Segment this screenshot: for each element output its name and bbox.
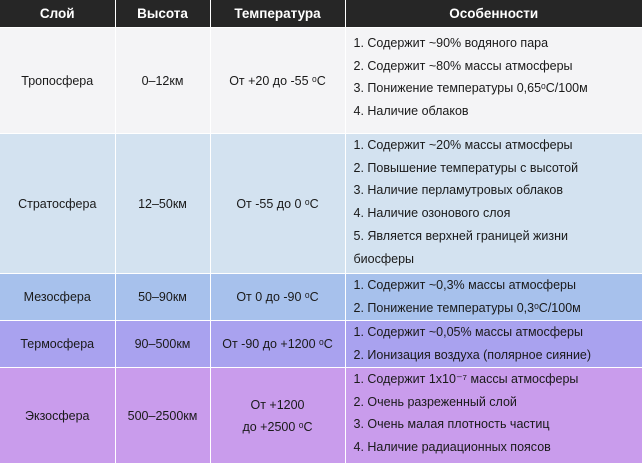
feature-item: 4. Наличие озонового слоя: [354, 202, 642, 225]
feature-item: 5. Является верхней границей жизни: [354, 225, 642, 248]
layer-features: [345, 274, 642, 321]
layer-temperature: [210, 368, 345, 463]
layer-name: Экзосфера: [0, 368, 115, 463]
feature-item: 1. Содержит ~0,3% массы атмосферы: [354, 274, 642, 297]
features-list: [354, 368, 642, 459]
layer-features: [345, 28, 642, 134]
layer-features: [345, 321, 642, 368]
feature-item: 1. Содержит 1х10⁻⁷ массы атмосферы: [354, 368, 642, 391]
header-temperature: Температура: [210, 0, 345, 28]
feature-item: 2. Повышение температуры с высотой: [354, 157, 642, 180]
feature-item: 1. Содержит ~20% массы атмосферы: [354, 134, 642, 157]
temperature-line: От -90 до +1200 ᵒC: [211, 333, 345, 355]
feature-item: 1. Содержит ~90% водяного пара: [354, 32, 642, 55]
temperature-line: От +20 до -55 ᵒC: [211, 70, 345, 92]
feature-item: 2. Понижение температуры 0,3ᵒC/100м: [354, 297, 642, 320]
layer-features: [345, 368, 642, 463]
table-row: [0, 321, 642, 368]
layer-height: 90–500км: [115, 321, 210, 368]
feature-item: 4. Наличие радиационных поясов: [354, 436, 642, 459]
temperature-line: От 0 до -90 ᵒC: [211, 286, 345, 308]
feature-item: 3. Наличие перламутровых облаков: [354, 179, 642, 202]
feature-item: 3. Понижение температуры 0,65ᵒC/100м: [354, 77, 642, 100]
layer-name: Мезосфера: [0, 274, 115, 321]
feature-item: 2. Очень разреженный слой: [354, 391, 642, 414]
feature-item: 1. Содержит ~0,05% массы атмосферы: [354, 321, 642, 344]
header-height: Высота: [115, 0, 210, 28]
layer-name: Стратосфера: [0, 134, 115, 274]
temperature-line: От +1200: [211, 394, 345, 416]
header-row: [0, 0, 642, 28]
layer-height: 12–50км: [115, 134, 210, 274]
table-row: [0, 28, 642, 134]
feature-item: 4. Наличие облаков: [354, 100, 642, 123]
table-row: [0, 368, 642, 463]
layer-height: 50–90км: [115, 274, 210, 321]
table-row: [0, 274, 642, 321]
layer-temperature: [210, 274, 345, 321]
temperature-line: до +2500 ᵒC: [211, 416, 345, 438]
feature-item: 2. Ионизация воздуха (полярное сияние): [354, 344, 642, 367]
features-list: [354, 134, 642, 270]
layer-temperature: [210, 28, 345, 134]
layer-temperature: [210, 321, 345, 368]
layer-height: 0–12км: [115, 28, 210, 134]
feature-item: биосферы: [354, 248, 642, 271]
layer-temperature: [210, 134, 345, 274]
layer-height: 500–2500км: [115, 368, 210, 463]
feature-item: 2. Содержит ~80% массы атмосферы: [354, 55, 642, 78]
header-layer: Слой: [0, 0, 115, 28]
header-features: Особенности: [345, 0, 642, 28]
features-list: [354, 32, 642, 123]
layer-name: Тропосфера: [0, 28, 115, 134]
temperature-line: От -55 до 0 ᵒC: [211, 193, 345, 215]
table-row: [0, 134, 642, 274]
feature-item: 3. Очень малая плотность частиц: [354, 413, 642, 436]
layer-features: [345, 134, 642, 274]
features-list: [354, 321, 642, 366]
layer-name: Термосфера: [0, 321, 115, 368]
features-list: [354, 274, 642, 319]
